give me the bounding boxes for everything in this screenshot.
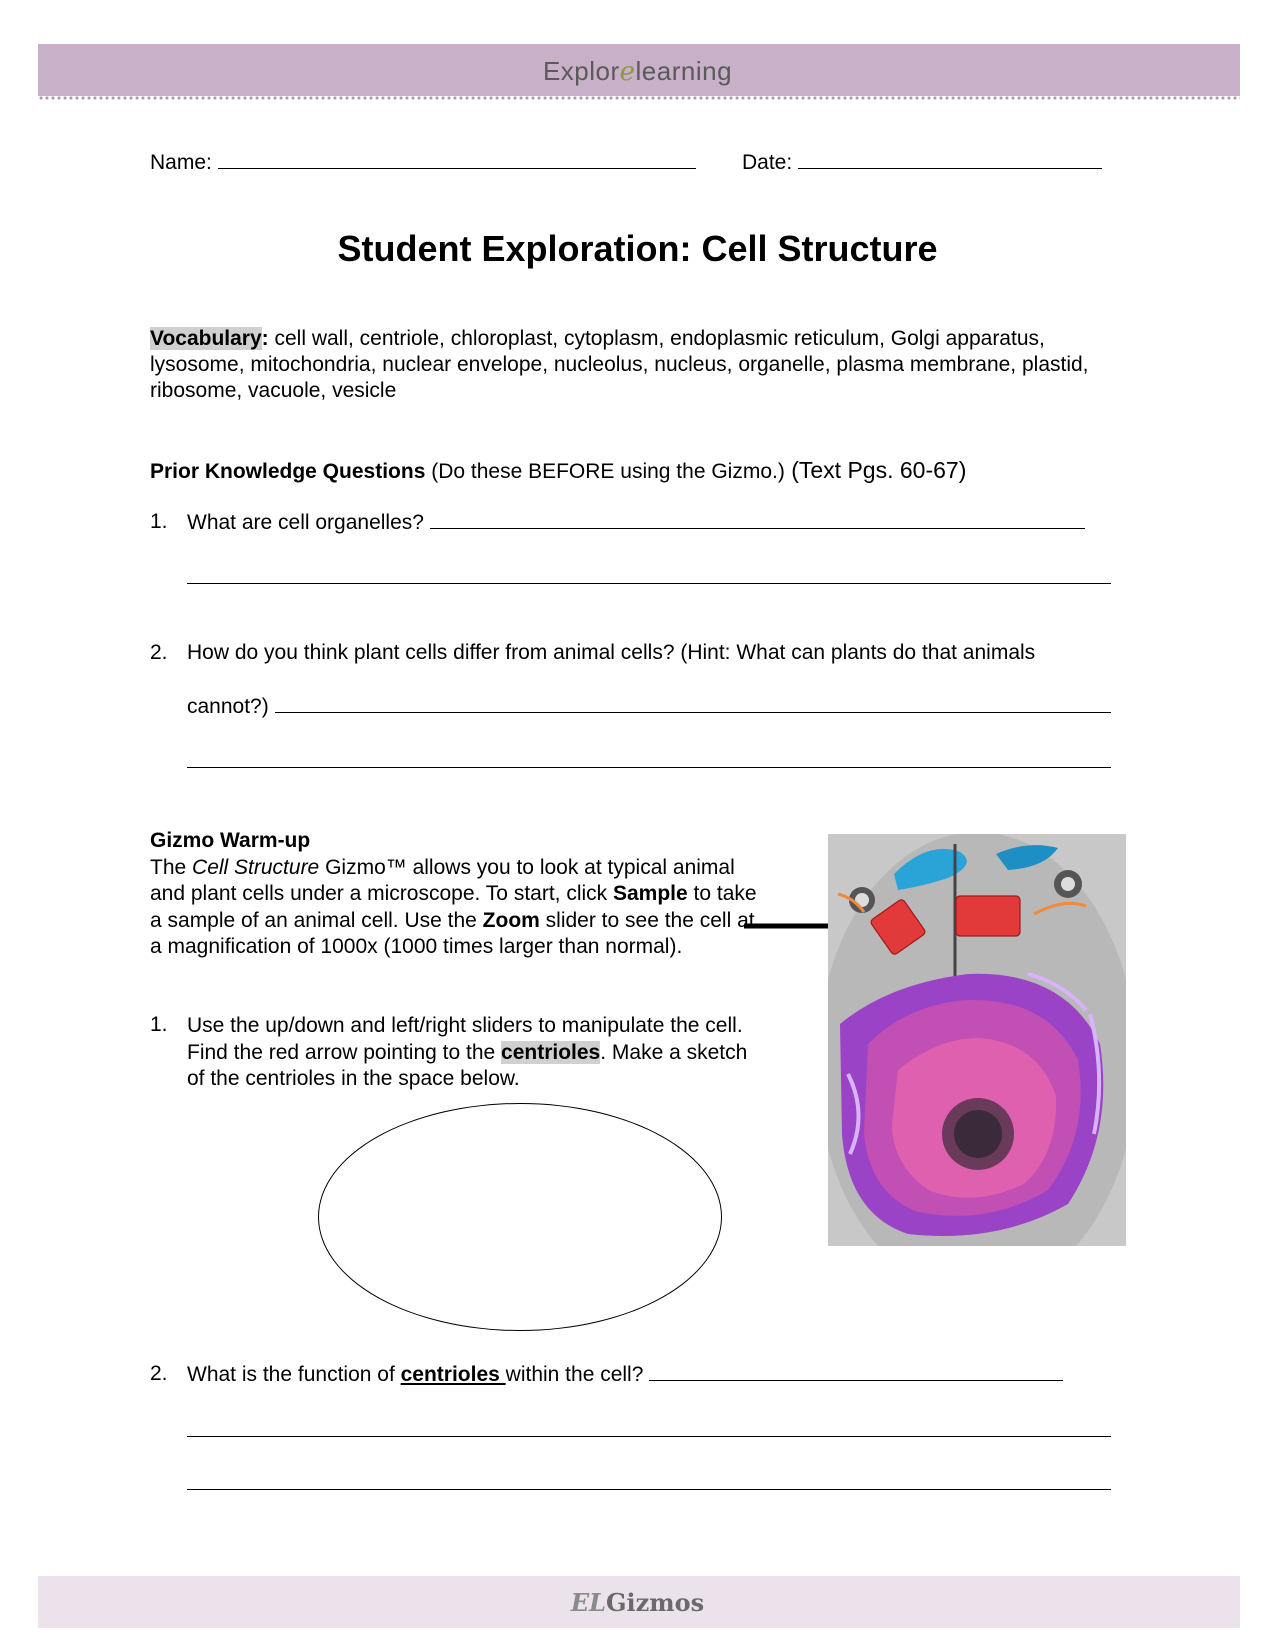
question-2: How do you think plant cells differ from animal cells? (Hint: What can plants do that animals xyxy=(187,641,1036,664)
answer-line[interactable] xyxy=(430,510,1085,529)
answer-line[interactable] xyxy=(649,1362,1063,1381)
centrioles-term: centrioles xyxy=(400,1363,506,1386)
question-1: What are cell organelles? xyxy=(187,510,1085,535)
answer-line[interactable] xyxy=(275,694,1111,713)
vocabulary-section: Vocabulary: cell wall, centriole, chloroplast, cytoplasm, endoplasmic reticulum, Golgi apparatus, lysosome, mitochondria, nuclear envelope, nucleolus, nucleus, organelle, plasma membrane, plastid, ribosome, vacuole, vesicle xyxy=(150,327,1089,402)
gizmos-mark-icon: EL xyxy=(570,1588,606,1617)
step-number: 1. xyxy=(150,1013,168,1036)
page-title: Student Exploration: Cell Structure xyxy=(337,228,938,269)
gizmo-warmup: Gizmo Warm-up The Cell Structure Gizmo™ allows you to look at typical animal and plant cells under a microscope. To start, click Sample to take a sample of an animal cell. Use the Zoom slider to see the cell at a magnification of 1000x (1000 times larger than normal). xyxy=(150,829,757,958)
sample-term: Sample xyxy=(613,882,688,905)
warmup-step-2: What is the function of centrioles within the cell? xyxy=(187,1362,1063,1387)
logo-mark-icon: e xyxy=(619,57,636,87)
question-number: 1. xyxy=(150,510,168,533)
animal-cell-image xyxy=(828,834,1126,1246)
answer-line[interactable] xyxy=(187,583,1111,584)
warmup-heading: Gizmo Warm-up xyxy=(150,829,311,852)
answer-line[interactable] xyxy=(187,767,1111,768)
name-label: Name: xyxy=(150,151,212,174)
answer-line[interactable] xyxy=(187,1489,1111,1490)
sketch-area[interactable] xyxy=(318,1103,722,1331)
centrioles-term: centrioles xyxy=(501,1040,601,1064)
date-field[interactable] xyxy=(798,150,1102,169)
question-2-continuation: cannot?) xyxy=(187,694,1111,719)
explorelearning-logo: Explorelearning xyxy=(542,56,733,87)
date-row xyxy=(742,150,1102,175)
step-number: 2. xyxy=(150,1362,168,1385)
date-label: Date: xyxy=(742,151,793,174)
name-field[interactable] xyxy=(218,150,696,169)
name-row xyxy=(150,150,696,175)
answer-line[interactable] xyxy=(187,1436,1111,1437)
vocabulary-terms: cell wall, centriole, chloroplast, cytoplasm, endoplasmic reticulum, Golgi apparatus, lysosome, mitochondria, nuclear envelope, nucleolus, nucleus, organelle, plasma membrane, plastid, ribosome, vacuole, vesicle xyxy=(150,327,1089,402)
warmup-step-1: Use the up/down and left/right sliders to manipulate the cell. Find the red arrow pointing to the centrioles. Make a sketch of the centrioles in the space below. xyxy=(187,1014,748,1090)
header-dotted-rule xyxy=(38,96,1240,100)
prior-knowledge-heading: Prior Knowledge Questions (Do these BEFORE using the Gizmo.) (Text Pgs. 60-67) xyxy=(150,457,967,483)
vocabulary-label: Vocabulary xyxy=(150,327,262,350)
gizmos-logo: ELGizmos xyxy=(570,1588,705,1617)
zoom-term: Zoom xyxy=(482,908,540,932)
question-number: 2. xyxy=(150,641,168,664)
